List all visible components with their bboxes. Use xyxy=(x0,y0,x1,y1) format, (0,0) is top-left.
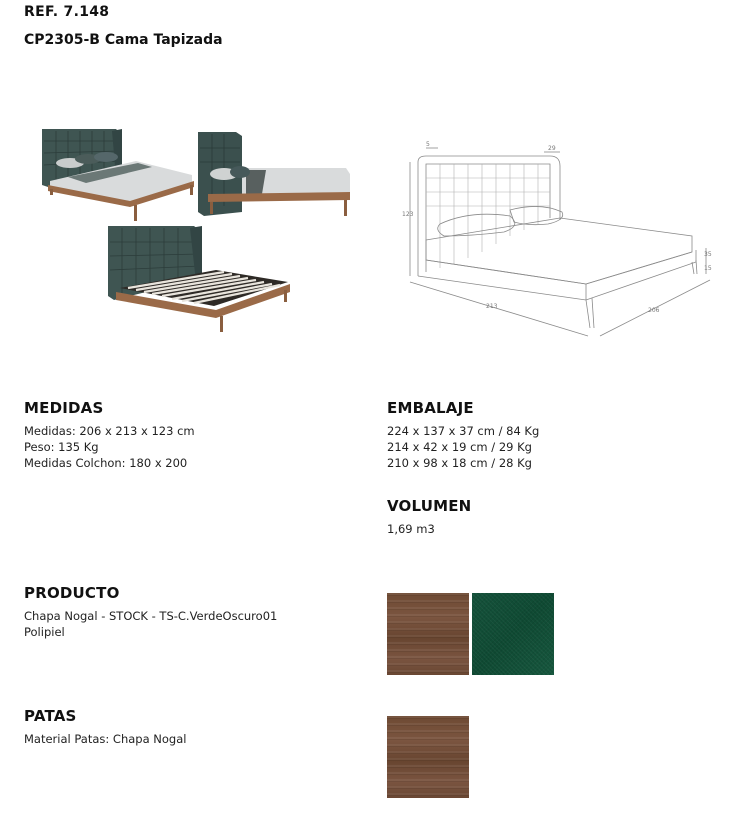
bed-photo-front xyxy=(40,125,198,223)
dim-length-label: 213 xyxy=(486,303,498,310)
embalaje-line: 210 x 98 x 18 cm / 28 Kg xyxy=(387,456,532,470)
medidas-line: Peso: 135 Kg xyxy=(24,440,99,454)
producto-line: Polipiel xyxy=(24,625,65,639)
dark-green-swatch xyxy=(472,593,554,675)
reference-number: REF. 7.148 xyxy=(24,4,110,20)
dim-right-a-label: 35 xyxy=(704,251,712,258)
volumen-heading: VOLUMEN xyxy=(387,497,472,515)
walnut-swatch xyxy=(387,593,469,675)
patas-details xyxy=(24,731,186,747)
medidas-heading: MEDIDAS xyxy=(24,399,104,417)
product-title: CP2305-B Cama Tapizada xyxy=(24,32,223,48)
medidas-line: Medidas Colchon: 180 x 200 xyxy=(24,456,188,470)
dim-height-label: 123 xyxy=(402,211,414,218)
embalaje-heading: EMBALAJE xyxy=(387,399,474,417)
medidas-details xyxy=(24,423,195,471)
embalaje-line: 224 x 137 x 37 cm / 84 Kg xyxy=(387,424,540,438)
producto-heading: PRODUCTO xyxy=(24,584,120,602)
dim-top-a-label: 5 xyxy=(426,141,430,148)
medidas-line: Medidas: 206 x 213 x 123 cm xyxy=(24,424,195,438)
technical-drawing xyxy=(400,140,720,340)
dim-width-label: 206 xyxy=(648,307,660,314)
patas-heading: PATAS xyxy=(24,707,77,725)
dim-right-b-label: 15 xyxy=(704,265,712,272)
producto-line: Chapa Nogal - STOCK - TS-C.VerdeOscuro01 xyxy=(24,609,278,623)
bed-photo-slats xyxy=(106,222,292,334)
patas-line: Material Patas: Chapa Nogal xyxy=(24,732,187,746)
dim-top-b-label: 29 xyxy=(548,145,556,152)
embalaje-line: 214 x 42 x 19 cm / 29 Kg xyxy=(387,440,532,454)
producto-details xyxy=(24,608,277,640)
embalaje-details xyxy=(387,423,539,471)
legs-walnut-swatch xyxy=(387,716,469,798)
bed-photo-side xyxy=(196,128,354,220)
volumen-value: 1,69 m3 xyxy=(387,522,435,536)
